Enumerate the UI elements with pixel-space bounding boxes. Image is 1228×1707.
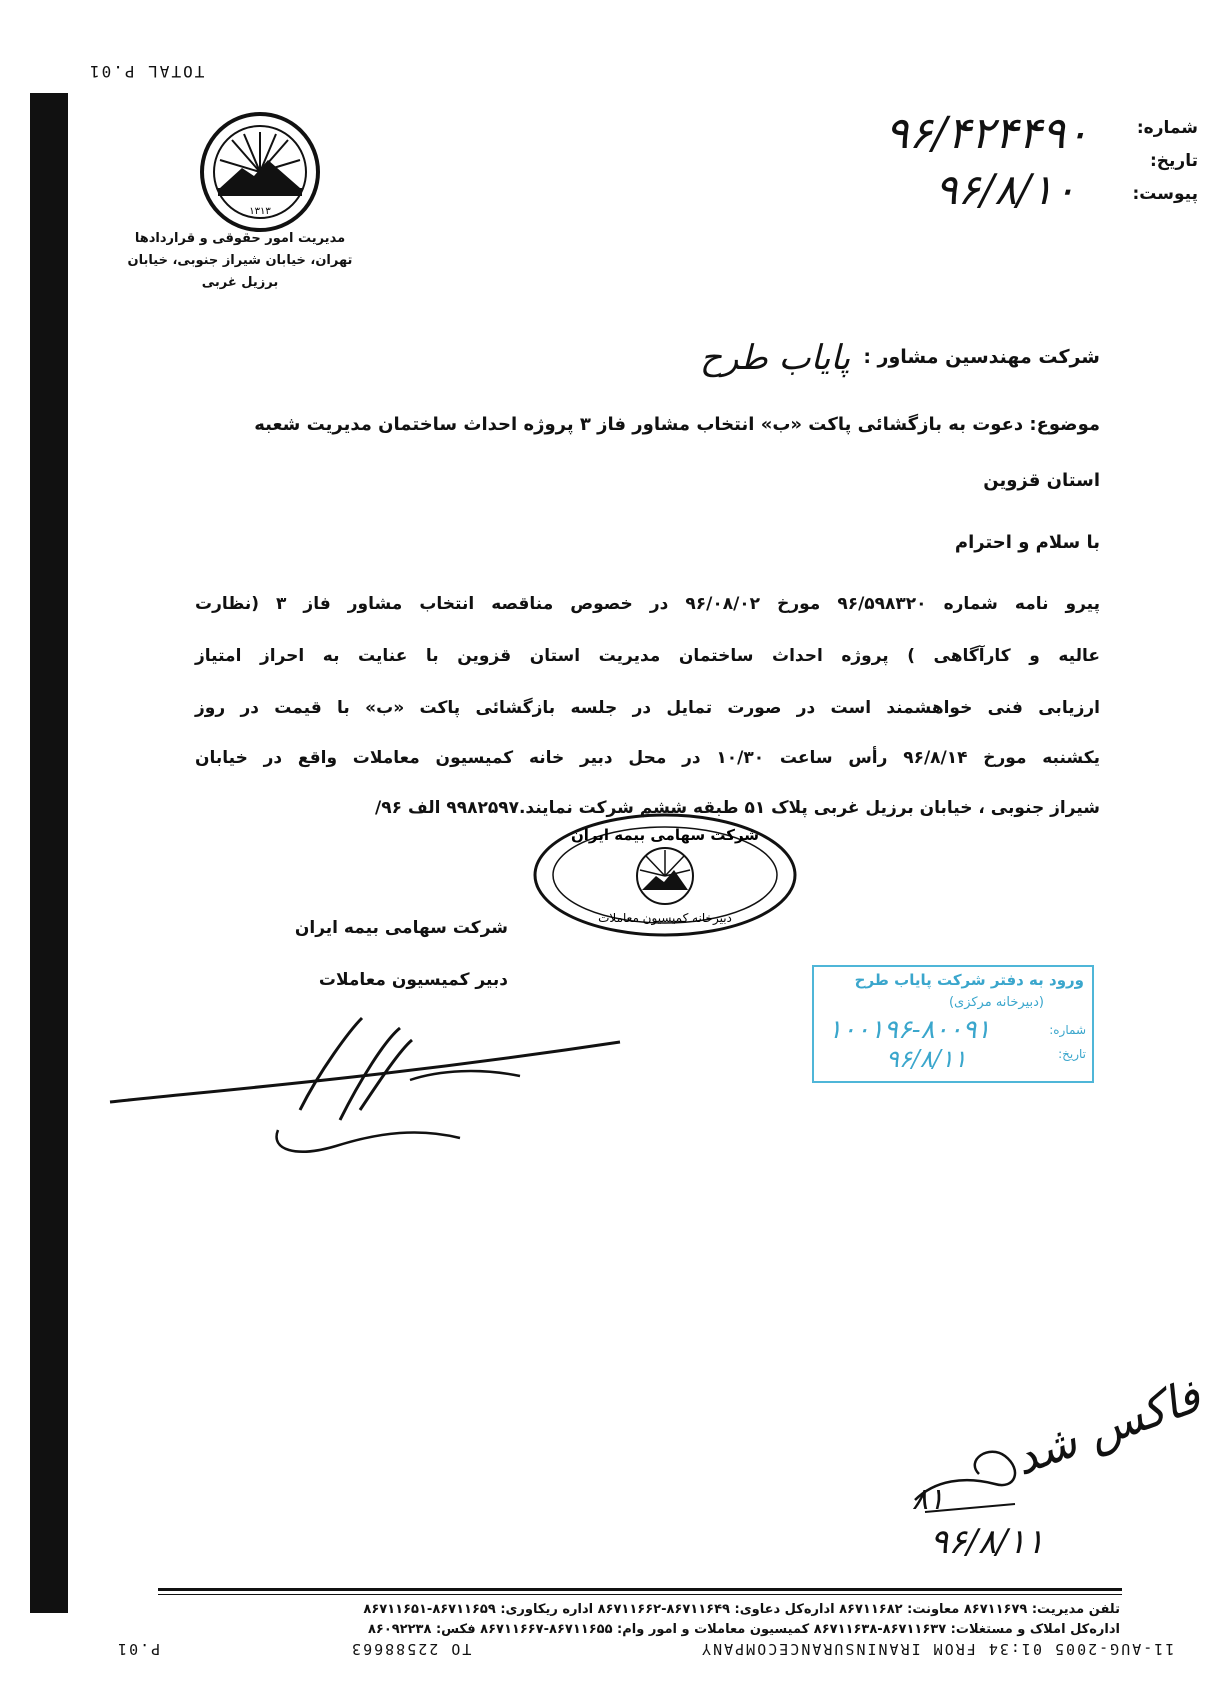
received-stamp <box>812 965 1094 1083</box>
letter-date-value: ۹۶/۸/۱۰ <box>935 165 1077 214</box>
fax-note: فاکس شد <box>1006 1368 1208 1486</box>
fax-bottom-from: 11-AUG-2005 01:34 FROM IRANINSURANCECOMPANY <box>700 1640 1175 1658</box>
subject-line-1: موضوع: دعوت به بازگشائی پاکت «ب» انتخاب مشاور فاز ۳ پروژه احداث ساختمان مدیریت شعبه <box>254 414 1100 435</box>
department-address: تهران، خیابان شیراز جنوبی، خیابان برزیل غربی <box>127 253 353 290</box>
scan-edge-bar <box>30 93 68 1613</box>
official-seal <box>530 810 800 940</box>
stamp-date-value: ۹۶/۸/۱۱ <box>886 1045 967 1073</box>
letter-meta <box>1133 112 1199 211</box>
fax-bottom-to: TO 22588663 <box>350 1640 472 1658</box>
body-line-3: ارزیابی فنی خواهشمند است در صورت تمایل در جلسه بازگشائی پاکت «ب» با قیمت در روز <box>195 698 1100 718</box>
department-name: مدیریت امور حقوقی و قراردادها <box>134 231 346 246</box>
footer-phones-line-1: تلفن مدیریت: ۸۶۷۱۱۶۷۹ معاونت: ۸۶۷۱۱۶۸۲ اداره‌کل دعاوی: ۸۶۷۱۱۶۴۹-۸۶۷۱۱۶۶۲ اداره ریکاوری: ۸۶۷۱۱۶۵۹-۸۶۷۱۱۶۵۱ <box>363 1602 1120 1617</box>
note-code: ۸۱ <box>912 1482 945 1517</box>
note-date: ۹۶/۸/۱۱ <box>930 1522 1045 1562</box>
stamp-date-label: تاریخ: <box>1058 1047 1086 1061</box>
seal-bottom-text: دبیرخانه کمیسیون معاملات <box>598 911 732 925</box>
stamp-subtitle: (دبیرخانه مرکزی) <box>948 995 1044 1010</box>
fax-total-header: TOTAL P.01 <box>88 62 205 81</box>
body-line-4: یکشنبه مورخ ۹۶/۸/۱۴ رأس ساعت ۱۰/۳۰ در محل دبیر خانه کمیسیون معاملات واقع در خیابان <box>195 748 1100 768</box>
signature-line-2: دبیر کمیسیون معاملات <box>318 970 508 990</box>
footer-rule-top <box>158 1588 1122 1591</box>
signature-line-1: شرکت سهامی بیمه ایران <box>294 918 508 938</box>
footer-phones-line-2: اداره‌کل املاک و مستغلات: ۸۶۷۱۱۶۳۷-۸۶۷۱۱۶۳۸ کمیسیون معاملات و امور وام: ۸۶۷۱۱۶۵۵-۸۶۷۱۱۶۶۷ فکس: ۸۶۰۹۲۲۳۸ <box>367 1622 1120 1637</box>
footer-rule-bottom <box>158 1594 1122 1595</box>
letterhead <box>110 228 370 294</box>
number-label: شماره: <box>1136 118 1198 138</box>
attachment-label: پیوست: <box>1132 184 1198 204</box>
letter-number-value: ۹۶/۴۲۴۴۹۰ <box>885 108 1089 159</box>
recipient-company: پایاب طرح <box>700 338 851 378</box>
body-line-5: شیراز جنوبی ، خیابان برزیل غربی پلاک ۵۱ طبقه ششم شرکت نمایند.۹۹۸۲۵۹۷ الف ۹۶/ <box>375 798 1100 818</box>
logo-year: ۱۳۱۳ <box>249 206 271 217</box>
body-line-2: عالیه و کارآگاهی ) پروژه احداث ساختمان مدیریت استان قزوین با عنایت به احراز امتیاز <box>195 646 1100 666</box>
greeting: با سلام و احترام <box>954 532 1100 553</box>
seal-top-text: شرکت سهامی بیمه ایران <box>570 826 760 844</box>
body-line-1: پیرو نامه شماره ۹۶/۵۹۸۳۲۰ مورخ ۹۶/۰۸/۰۲ در خصوص مناقصه انتخاب مشاور فاز ۳ (نظارت <box>195 594 1100 614</box>
note-scribble <box>905 1400 1035 1520</box>
subject-line-2: استان قزوین <box>983 470 1100 491</box>
fax-bottom-page: P.01 <box>116 1640 161 1658</box>
stamp-title: ورود به دفتر شرکت پایاب طرح <box>854 971 1084 989</box>
stamp-number-value: ۱۰۰۱۹۶-۸۰۰۹۱ <box>828 1015 991 1045</box>
recipient-label: شرکت مهندسین مشاور : <box>863 346 1100 368</box>
stamp-number-label: شماره: <box>1049 1023 1086 1037</box>
date-label: تاریخ: <box>1150 151 1198 171</box>
company-logo <box>180 110 340 240</box>
handwritten-signature <box>100 1010 700 1170</box>
